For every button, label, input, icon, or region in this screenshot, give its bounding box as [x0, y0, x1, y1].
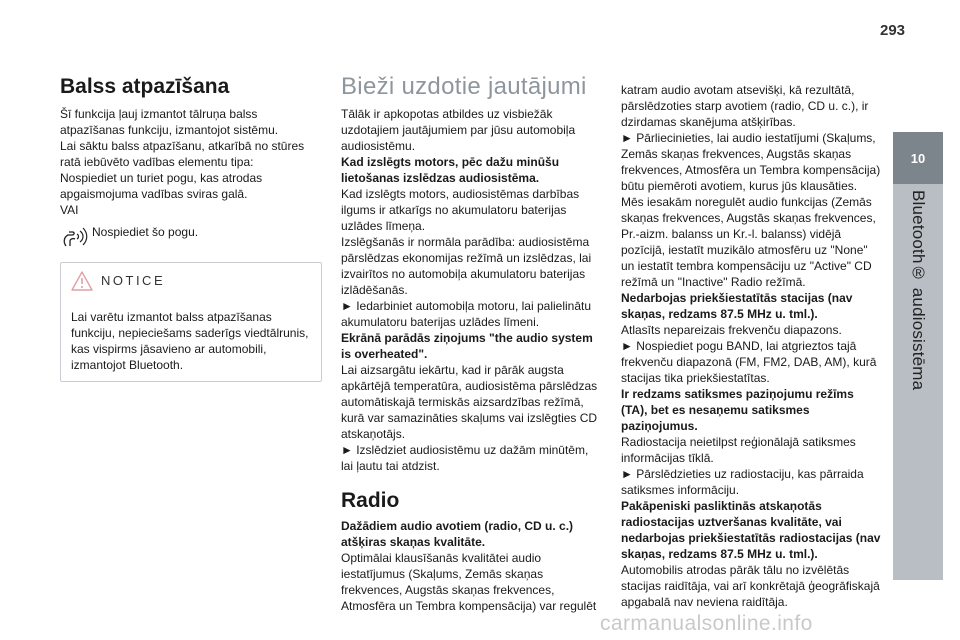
notice-header	[71, 271, 311, 291]
voice-command-icon	[60, 222, 88, 248]
warning-triangle-icon	[71, 271, 93, 291]
faq-answer-1: Kad izslēgts motors, audiosistēmas darbības ilgums ir atkarīgs no akumulatoru baterijas uzlādes līmeņa.	[341, 187, 580, 233]
faq-answer-5b: ► Pārslēdzieties uz radiostaciju, kas pārraida satiksmes informāciju.	[621, 467, 864, 497]
faq-answer-4: Atlasīts nepareizais frekvenču diapazons.	[621, 323, 842, 337]
faq-answer-6: Automobilis atrodas pārāk tālu no izvēlētās stacijas raidītāja, vai arī konkrētajā ģeogrāfiskajā apgabalā nav neviena raidītāja.	[621, 563, 880, 609]
faq-question-1: Kad izslēgts motors, pēc dažu minūšu lietošanas izslēdzas audiosistēma.	[341, 155, 560, 185]
faq-answer-2b: ► Izslēdziet audiosistēmu uz dažām minūtēm, lai ļautu tai atdzist.	[341, 443, 589, 473]
column-voice-recognition	[60, 74, 322, 382]
voice-or: VAI	[60, 203, 79, 217]
faq-answer-1c: ► Iedarbiniet automobiļa motoru, lai palielinātu akumulatoru baterijas uzlādes līmeni.	[341, 299, 592, 329]
section-heading-voice: Balss atpazīšana	[60, 75, 230, 98]
voice-para2: Lai sāktu balss atpazīšanu, atkarībā no stūres ratā iebūvēto vadības elementu tipa:	[60, 139, 305, 169]
faq-answer-3: Optimālai klausīšanās kvalitātei audio iestatījumus (Skaļums, Zemās skaņas frekvences, Augstās skaņas frekvences, Atmosfēra un Tembra kompensācija) var regulēt	[341, 551, 597, 613]
faq-answer-2: Lai aizsargātu iekārtu, kad ir pārāk augsta apkārtējā temperatūra, audiosistēma pārslēdzas automātiskajā termiskās aizsardzības režīmā, kurā var samazināties skaļums vai izslēgties CD atskaņotājs.	[341, 363, 598, 441]
page-number: 293	[880, 22, 906, 39]
notice-title: NOTICE	[101, 273, 166, 288]
faq-answer-4b: ► Nospiediet pogu BAND, lai atgrieztos tajā frekvenču diapazonā (FM, FM2, DAB, AM), kurā stacijas tika priekšiestatītas.	[621, 339, 877, 385]
column-faq-continued	[621, 82, 883, 610]
column-faq	[341, 72, 603, 614]
faq-answer-5: Radiostacija neietilpst reģionālajā satiksmes informācijas tīklā.	[621, 435, 856, 465]
faq-question-2: Ekrānā parādās ziņojums "the audio system is overheated".	[341, 331, 593, 361]
voice-press-text: Nospiediet šo pogu.	[92, 225, 199, 239]
chapter-title-container	[893, 190, 943, 580]
faq-question-5: Ir redzams satiksmes paziņojumu režīms (TA), bet es nesaņemu satiksmes paziņojumus.	[621, 387, 854, 433]
chapter-number: 10	[893, 132, 943, 184]
watermark: carmanualsonline.info	[600, 612, 813, 635]
faq-answer-3-cont: katram audio avotam atsevišķi, kā rezultātā, pārslēdzoties starp avotiem (radio, CD u. c.), ir dzirdamas skanējuma atšķirības.	[621, 83, 869, 129]
notice-box	[60, 262, 322, 382]
notice-text: Lai varētu izmantot balss atpazīšanas funkciju, nepieciešams saderīgs viedtālrunis, kas vispirms jāsavieno ar automobili, izmantojot Bluetooth.	[71, 310, 309, 372]
chapter-title: Bluetooth® audiosistēma	[909, 190, 928, 391]
voice-press-row	[60, 222, 322, 248]
section-heading-radio: Radio	[341, 489, 400, 512]
faq-intro: Tālāk ir apkopotas atbildes uz visbiežāk uzdotajiem jautājumiem par jūsu automobiļa audiosistēmu.	[341, 107, 576, 153]
voice-para3: Nospiediet un turiet pogu, kas atrodas apgaismojuma vadības sviras galā.	[60, 171, 263, 201]
faq-answer-1b: Izslēgšanās ir normāla parādība: audiosistēma pārslēdzas ekonomijas režīmā un izslēdzas, lai izvairītos no automobiļa akumulatoru baterijas izlādēšanās.	[341, 235, 592, 297]
faq-question-3: Dažādiem audio avotiem (radio, CD u. c.) atšķiras skaņas kvalitāte.	[341, 519, 574, 549]
section-heading-faq: Bieži uzdotie jautājumi	[341, 73, 587, 100]
faq-question-4: Nedarbojas priekšiestatītās stacijas (nav skaņas, redzams 87.5 MHz u. tml.).	[621, 291, 853, 321]
faq-question-6: Pakāpeniski pasliktinās atskaņotās radiostacijas uztveršanas kvalitāte, vai nedarbojas priekšiestatītās radiostacijas (nav skaņas, redzams 87.5 MHz u. tml.).	[621, 499, 881, 561]
voice-intro: Šī funkcija ļauj izmantot tālruņa balss atpazīšanas funkciju, izmantojot sistēmu.	[60, 107, 279, 137]
faq-answer-3b: ► Pārliecinieties, lai audio iestatījumi (Skaļums, Zemās skaņas frekvences, Augstās skaņas frekvences, Atmosfēra un Tembra kompensācija) būtu piemēroti avotiem, kurus jūs klausāties. Mēs iesakām noregulēt audio funkcijas (Zemās skaņas frekvences, Augstās skaņas frekvences, Pr.-aizm. balanss un Kr.-l. balanss) vidējā pozīcijā, iestatīt muzikālo atmosfēru uz "None" un iestatīt tembra kompensāciju uz "Active" CD režīmā un "Inactive" Radio režīmā.	[621, 131, 881, 289]
